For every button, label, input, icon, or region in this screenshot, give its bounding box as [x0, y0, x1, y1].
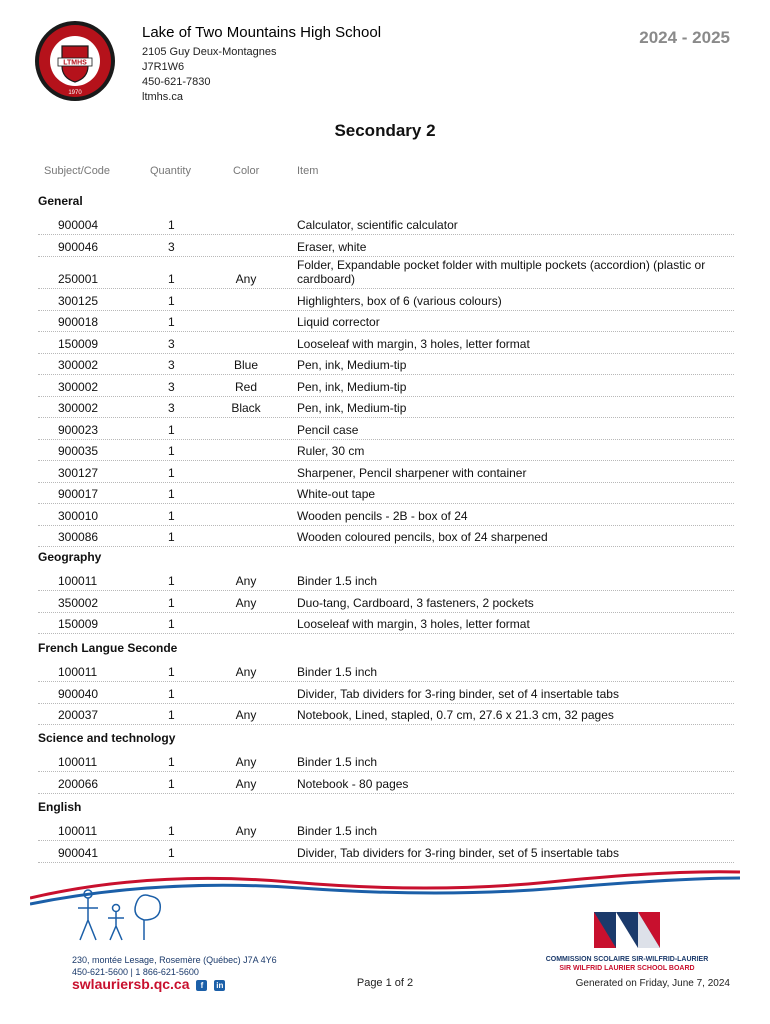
- list-item: [38, 504, 734, 526]
- item-quantity: 1: [168, 293, 175, 308]
- item-code: 900017: [58, 487, 99, 501]
- item-description: Folder, Expandable pocket folder with multiple pockets (accordion) (plastic or cardboard): [297, 258, 706, 286]
- item-color: Any: [235, 272, 257, 286]
- item-description: Wooden pencils - 2B - box of 24: [297, 508, 468, 523]
- list-item: [38, 375, 734, 397]
- column-header-quantity: Quantity: [150, 165, 191, 177]
- list-item: [38, 482, 734, 504]
- item-quantity: 1: [168, 422, 175, 437]
- list-item: [38, 235, 734, 257]
- section-heading: Geography: [38, 550, 102, 564]
- item-description: Notebook - 80 pages: [297, 776, 409, 791]
- school-year: 2024 - 2025: [639, 28, 730, 47]
- linkedin-icon[interactable]: in: [216, 980, 224, 990]
- item-code: 100011: [58, 755, 98, 769]
- item-color: Any: [235, 595, 257, 610]
- item-description: Highlighters, box of 6 (various colours): [297, 293, 502, 308]
- item-quantity: 1: [168, 465, 175, 480]
- item-description: White-out tape: [297, 487, 376, 501]
- item-code: 900035: [58, 444, 99, 458]
- item-code: 350002: [58, 595, 99, 610]
- list-item: [38, 396, 734, 418]
- item-quantity: 1: [168, 508, 175, 523]
- item-code: 100011: [58, 824, 98, 838]
- item-quantity: 1: [168, 574, 175, 588]
- list-item: [38, 289, 734, 311]
- list-item: [38, 612, 734, 634]
- item-description: Pen, ink, Medium-tip: [297, 401, 407, 415]
- item-code: 900040: [58, 686, 99, 701]
- item-description: Pen, ink, Medium-tip: [297, 358, 407, 372]
- item-description: Calculator, scientific calculator: [297, 218, 458, 232]
- address-line: 2105 Guy Deux-Montagnes: [142, 46, 277, 58]
- item-description: Notebook, Lined, stapled, 0.7 cm, 27.6 x 21.3 cm, 32 pages: [297, 708, 614, 722]
- item-description: Ruler, 30 cm: [297, 444, 365, 458]
- list-item: [38, 353, 734, 375]
- item-color: Any: [235, 708, 257, 722]
- generated-date: Generated on Friday, June 7, 2024: [575, 978, 730, 989]
- section-heading: General: [38, 194, 83, 208]
- list-item: [38, 819, 734, 841]
- item-description: Binder 1.5 inch: [297, 574, 378, 588]
- item-color: Any: [235, 776, 257, 791]
- item-description: Sharpener, Pencil sharpener with container: [297, 465, 527, 480]
- item-code: 900023: [58, 422, 99, 437]
- item-quantity: 1: [168, 708, 175, 722]
- board-phones: 450-621-5600 | 1 866-621-5600: [72, 967, 199, 977]
- board-address: [72, 954, 277, 978]
- item-code: 100011: [58, 574, 98, 588]
- list-item: [38, 591, 734, 613]
- list-item: [38, 841, 734, 863]
- item-quantity: 3: [168, 358, 175, 372]
- item-code: 300010: [58, 508, 99, 523]
- item-description: Eraser, white: [297, 239, 367, 254]
- item-quantity: 3: [168, 379, 175, 394]
- item-color: Black: [231, 401, 261, 415]
- column-header-code: Subject/Code: [44, 165, 111, 177]
- address-line: ltmhs.ca: [142, 91, 183, 103]
- item-quantity: 1: [168, 845, 175, 860]
- item-code: 300002: [58, 379, 99, 394]
- item-code: 250001: [58, 272, 99, 286]
- item-quantity: 1: [168, 444, 175, 458]
- item-description: Binder 1.5 inch: [297, 665, 378, 679]
- list-item: [38, 310, 734, 332]
- logo-year: 1970: [68, 90, 82, 96]
- item-quantity: 1: [168, 776, 175, 791]
- facebook-icon[interactable]: f: [196, 980, 207, 991]
- section-heading: French Langue Seconde: [38, 641, 178, 655]
- list-item: [38, 569, 734, 591]
- column-header-item: Item: [297, 165, 319, 177]
- school-info: [142, 24, 381, 105]
- item-color: Blue: [233, 358, 259, 372]
- item-quantity: 1: [168, 272, 175, 286]
- item-description: Divider, Tab dividers for 3-ring binder, set of 5 insertable tabs: [297, 845, 619, 860]
- item-code: 150009: [58, 336, 99, 351]
- item-description: Pen, ink, Medium-tip: [297, 379, 407, 394]
- item-color: Any: [235, 824, 257, 838]
- item-color: Any: [235, 755, 257, 769]
- board-name-fr: COMMISSION SCOLAIRE SIR-WILFRID-LAURIER: [545, 956, 709, 963]
- item-quantity: 3: [168, 401, 175, 415]
- address-line: 450-621-7830: [142, 76, 211, 88]
- school-crest-logo: [34, 20, 116, 102]
- item-quantity: 1: [168, 755, 175, 769]
- school-board-name: [520, 955, 734, 973]
- item-description: Liquid corrector: [297, 315, 380, 329]
- item-code: 200037: [58, 708, 99, 722]
- list-item: [38, 439, 734, 461]
- list-item: [38, 682, 734, 704]
- list-item: [38, 660, 734, 682]
- item-quantity: 1: [168, 686, 175, 701]
- item-description: Divider, Tab dividers for 3-ring binder, set of 4 insertable tabs: [297, 686, 619, 701]
- list-item: [38, 703, 734, 725]
- address-line: J7R1W6: [142, 61, 185, 73]
- item-description: Pencil case: [297, 422, 359, 437]
- item-description: Duo-tang, Cardboard, 3 fasteners, 2 pockets: [297, 595, 534, 610]
- list-item: [38, 772, 734, 794]
- school-address: [142, 45, 381, 105]
- item-quantity: 1: [168, 315, 175, 329]
- list-item: [38, 256, 734, 289]
- list-item: [38, 418, 734, 440]
- grade-title: Secondary 2: [334, 121, 436, 140]
- list-item: [38, 332, 734, 354]
- item-code: 900004: [58, 218, 99, 232]
- item-code: 900041: [58, 845, 99, 860]
- list-item: [38, 525, 734, 547]
- item-description: Binder 1.5 inch: [297, 824, 378, 838]
- board-url[interactable]: swlauriersb.qc.ca: [72, 976, 190, 992]
- item-code: 150009: [58, 617, 99, 631]
- item-description: Looseleaf with margin, 3 holes, letter format: [297, 617, 530, 631]
- item-code: 100011: [58, 665, 98, 679]
- list-item: [38, 750, 734, 772]
- logo-text: LTMHS: [63, 59, 87, 67]
- item-code: 300086: [58, 530, 99, 544]
- school-name: Lake of Two Mountains High School: [142, 24, 382, 41]
- list-item: [38, 213, 734, 235]
- item-color: Any: [235, 665, 257, 679]
- item-code: 900018: [58, 315, 99, 329]
- people-tree-illustration: [74, 886, 174, 946]
- item-color: Red: [234, 379, 257, 394]
- item-quantity: 1: [168, 595, 175, 610]
- item-quantity: 1: [168, 218, 175, 232]
- item-description: Looseleaf with margin, 3 holes, letter format: [297, 336, 530, 351]
- item-description: Binder 1.5 inch: [297, 755, 378, 769]
- item-code: 300002: [58, 401, 99, 415]
- item-quantity: 1: [168, 824, 175, 838]
- section-heading: Science and technology: [38, 731, 176, 745]
- item-code: 200066: [58, 776, 99, 791]
- school-board-logo: [594, 912, 660, 948]
- item-description: Wooden coloured pencils, box of 24 sharpened: [297, 530, 548, 544]
- board-name-en: SIR WILFRID LAURIER SCHOOL BOARD: [559, 965, 695, 972]
- section-heading: English: [38, 800, 82, 814]
- item-quantity: 1: [168, 487, 175, 501]
- item-code: 300002: [58, 358, 99, 372]
- column-header-color: Color: [233, 165, 260, 177]
- board-street: 230, montée Lesage, Rosemère (Québec) J7A 4Y6: [72, 955, 277, 965]
- item-quantity: 1: [168, 617, 175, 631]
- page-number: Page 1 of 2: [356, 977, 414, 989]
- list-item: [38, 461, 734, 483]
- item-color: Any: [235, 574, 257, 588]
- item-quantity: 1: [168, 665, 175, 679]
- item-quantity: 1: [168, 530, 175, 544]
- item-quantity: 3: [168, 239, 175, 254]
- item-code: 900046: [58, 239, 99, 254]
- item-code: 300127: [58, 465, 99, 480]
- item-quantity: 3: [168, 336, 175, 351]
- item-code: 300125: [58, 293, 99, 308]
